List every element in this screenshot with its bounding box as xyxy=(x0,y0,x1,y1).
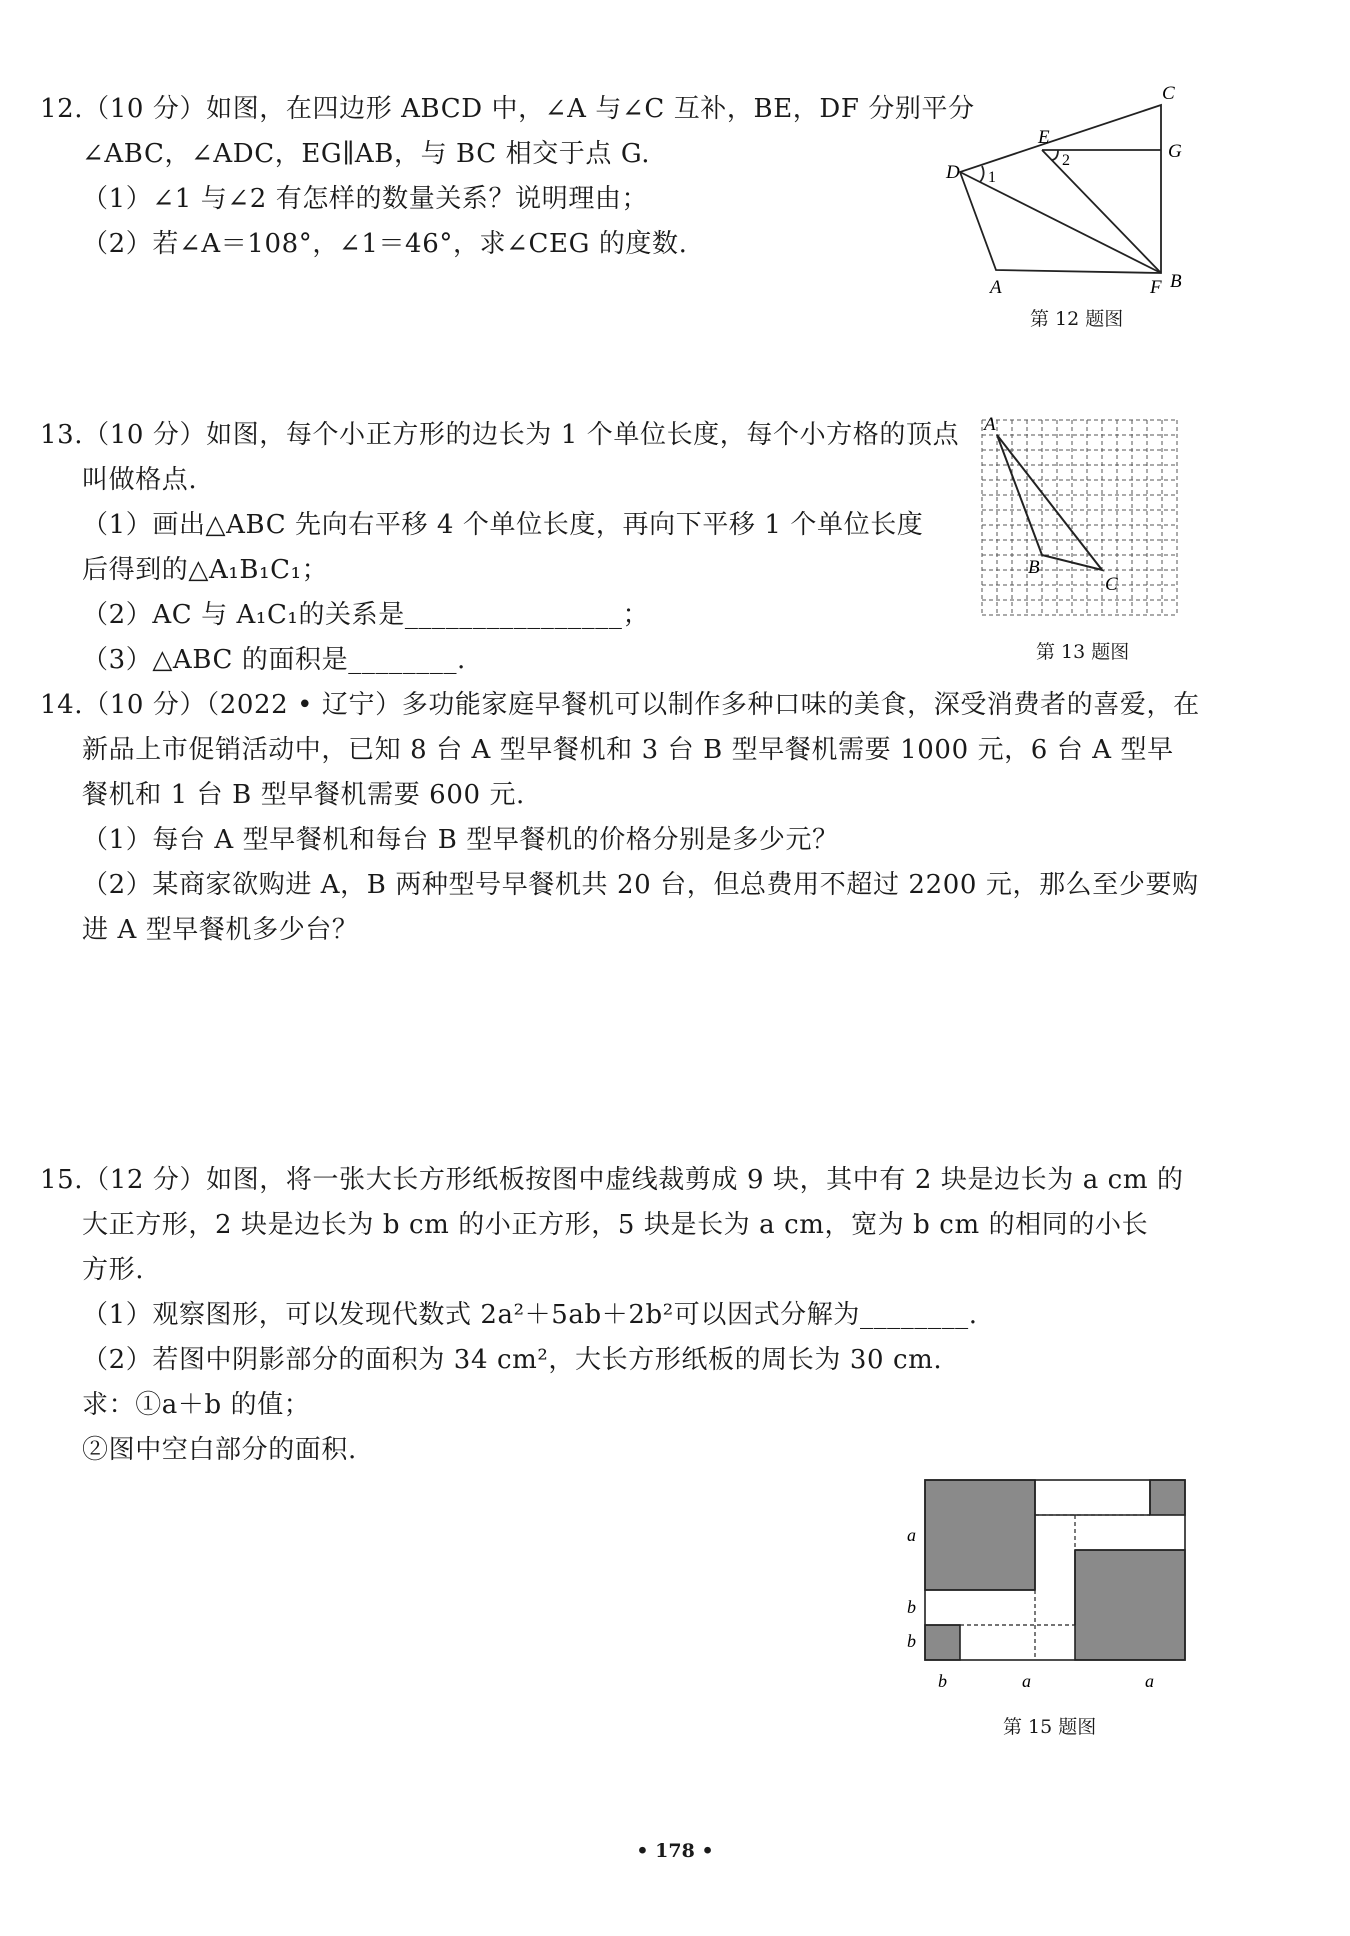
q12-quadrilateral xyxy=(960,105,1161,273)
q14-line-1: 14.（10 分）（2022 • 辽宁）多功能家庭早餐机可以制作多种口味的美食，深受消费者的喜爱，在 xyxy=(40,690,1200,720)
q12-label-B: B xyxy=(1170,271,1182,292)
q13-caption: 第 13 题图 xyxy=(1036,641,1130,663)
q13-grid-figure xyxy=(972,410,1192,625)
q13-line-2: 叫做格点. xyxy=(82,465,198,495)
q12-label-angle-1: 1 xyxy=(988,169,996,186)
q12-angle-2-arc xyxy=(1052,150,1058,160)
q15-line-5: （2）若图中阴影部分的面积为 34 cm²，大长方形纸板的周长为 30 cm. xyxy=(82,1345,943,1375)
q13-grid xyxy=(982,420,1177,615)
q15-side-label-a: a xyxy=(907,1525,916,1545)
q12-line-3: （1）∠1 与∠2 有怎样的数量关系？说明理由； xyxy=(82,184,649,214)
q15-bottom-label-a-2: a xyxy=(1145,1671,1154,1691)
q15-line-2: 大正方形，2 块是边长为 b cm 的小正方形，5 块是长为 a cm，宽为 b cm 的相同的小长 xyxy=(82,1210,1149,1240)
q13-line-3: （1）画出△ABC 先向右平移 4 个单位长度，再向下平移 1 个单位长度 xyxy=(82,510,924,540)
q13-line-6: （3）△ABC 的面积是________. xyxy=(82,645,466,675)
q12-label-F: F xyxy=(1150,277,1162,298)
q15-big-square-1 xyxy=(925,1480,1035,1590)
q13-label-A: A xyxy=(984,414,996,435)
q15-big-square-2 xyxy=(1075,1550,1185,1660)
q15-line-7: ②图中空白部分的面积. xyxy=(82,1435,357,1465)
q12-seg-DF xyxy=(960,172,1161,273)
page-number: • 178 • xyxy=(636,1840,714,1862)
q13-line-5: （2）AC 与 A₁C₁的关系是________________； xyxy=(82,600,650,630)
q12-label-angle-2: 2 xyxy=(1062,152,1070,169)
q15-bottom-label-a-1: a xyxy=(1022,1671,1031,1691)
q15-line-1: 15.（12 分）如图，将一张大长方形纸板按图中虚线裁剪成 9 块，其中有 2 块是边长为 a cm 的 xyxy=(40,1165,1184,1195)
q15-line-3: 方形. xyxy=(82,1255,145,1285)
q15-side-label-b-1: b xyxy=(907,1597,916,1617)
q12-label-C: C xyxy=(1162,83,1175,104)
q12-angle-1-arc xyxy=(980,166,984,182)
q13-line-1: 13.（10 分）如图，每个小正方形的边长为 1 个单位长度，每个小方格的顶点 xyxy=(40,420,960,450)
q15-line-6: 求：①a＋b 的值； xyxy=(82,1390,311,1420)
q12-line-2: ∠ABC，∠ADC，EG∥AB，与 BC 相交于点 G. xyxy=(82,139,651,169)
q15-rectangle-figure xyxy=(895,1475,1215,1705)
q12-seg-BE xyxy=(1042,150,1161,273)
q15-side-label-b-2: b xyxy=(907,1631,916,1651)
q15-small-square-1 xyxy=(1150,1480,1185,1515)
q13-label-C: C xyxy=(1105,574,1118,595)
q13-label-B: B xyxy=(1028,557,1040,578)
q14-line-5: （2）某商家欲购进 A，B 两种型号早餐机共 20 台，但总费用不超过 2200 元，那么至少要购 xyxy=(82,870,1199,900)
q12-label-D: D xyxy=(946,162,960,183)
q13-triangle-ABC xyxy=(997,435,1102,570)
q14-line-3: 餐机和 1 台 B 型早餐机需要 600 元. xyxy=(82,780,525,810)
q12-label-G: G xyxy=(1168,141,1182,162)
q14-line-2: 新品上市促销活动中，已知 8 台 A 型早餐机和 3 台 B 型早餐机需要 1000 元，6 台 A 型早 xyxy=(82,735,1174,765)
q12-caption: 第 12 题图 xyxy=(1030,308,1124,330)
q15-bottom-label-b: b xyxy=(938,1671,947,1691)
q14-line-4: （1）每台 A 型早餐机和每台 B 型早餐机的价格分别是多少元？ xyxy=(82,825,839,855)
q12-label-E: E xyxy=(1038,127,1050,148)
q12-line-4: （2）若∠A＝108°，∠1＝46°，求∠CEG 的度数. xyxy=(82,229,688,259)
q13-line-4: 后得到的△A₁B₁C₁； xyxy=(82,555,329,585)
q12-line-1: 12.（10 分）如图，在四边形 ABCD 中，∠A 与∠C 互补，BE，DF 分别平分 xyxy=(40,94,975,124)
q15-line-4: （1）观察图形，可以发现代数式 2a²＋5ab＋2b²可以因式分解为________. xyxy=(82,1300,978,1330)
q14-line-6: 进 A 型早餐机多少台？ xyxy=(82,915,359,945)
q15-caption: 第 15 题图 xyxy=(1003,1716,1097,1738)
q15-small-square-2 xyxy=(925,1625,960,1660)
q12-figure xyxy=(946,83,1200,300)
q12-label-A: A xyxy=(990,277,1002,298)
